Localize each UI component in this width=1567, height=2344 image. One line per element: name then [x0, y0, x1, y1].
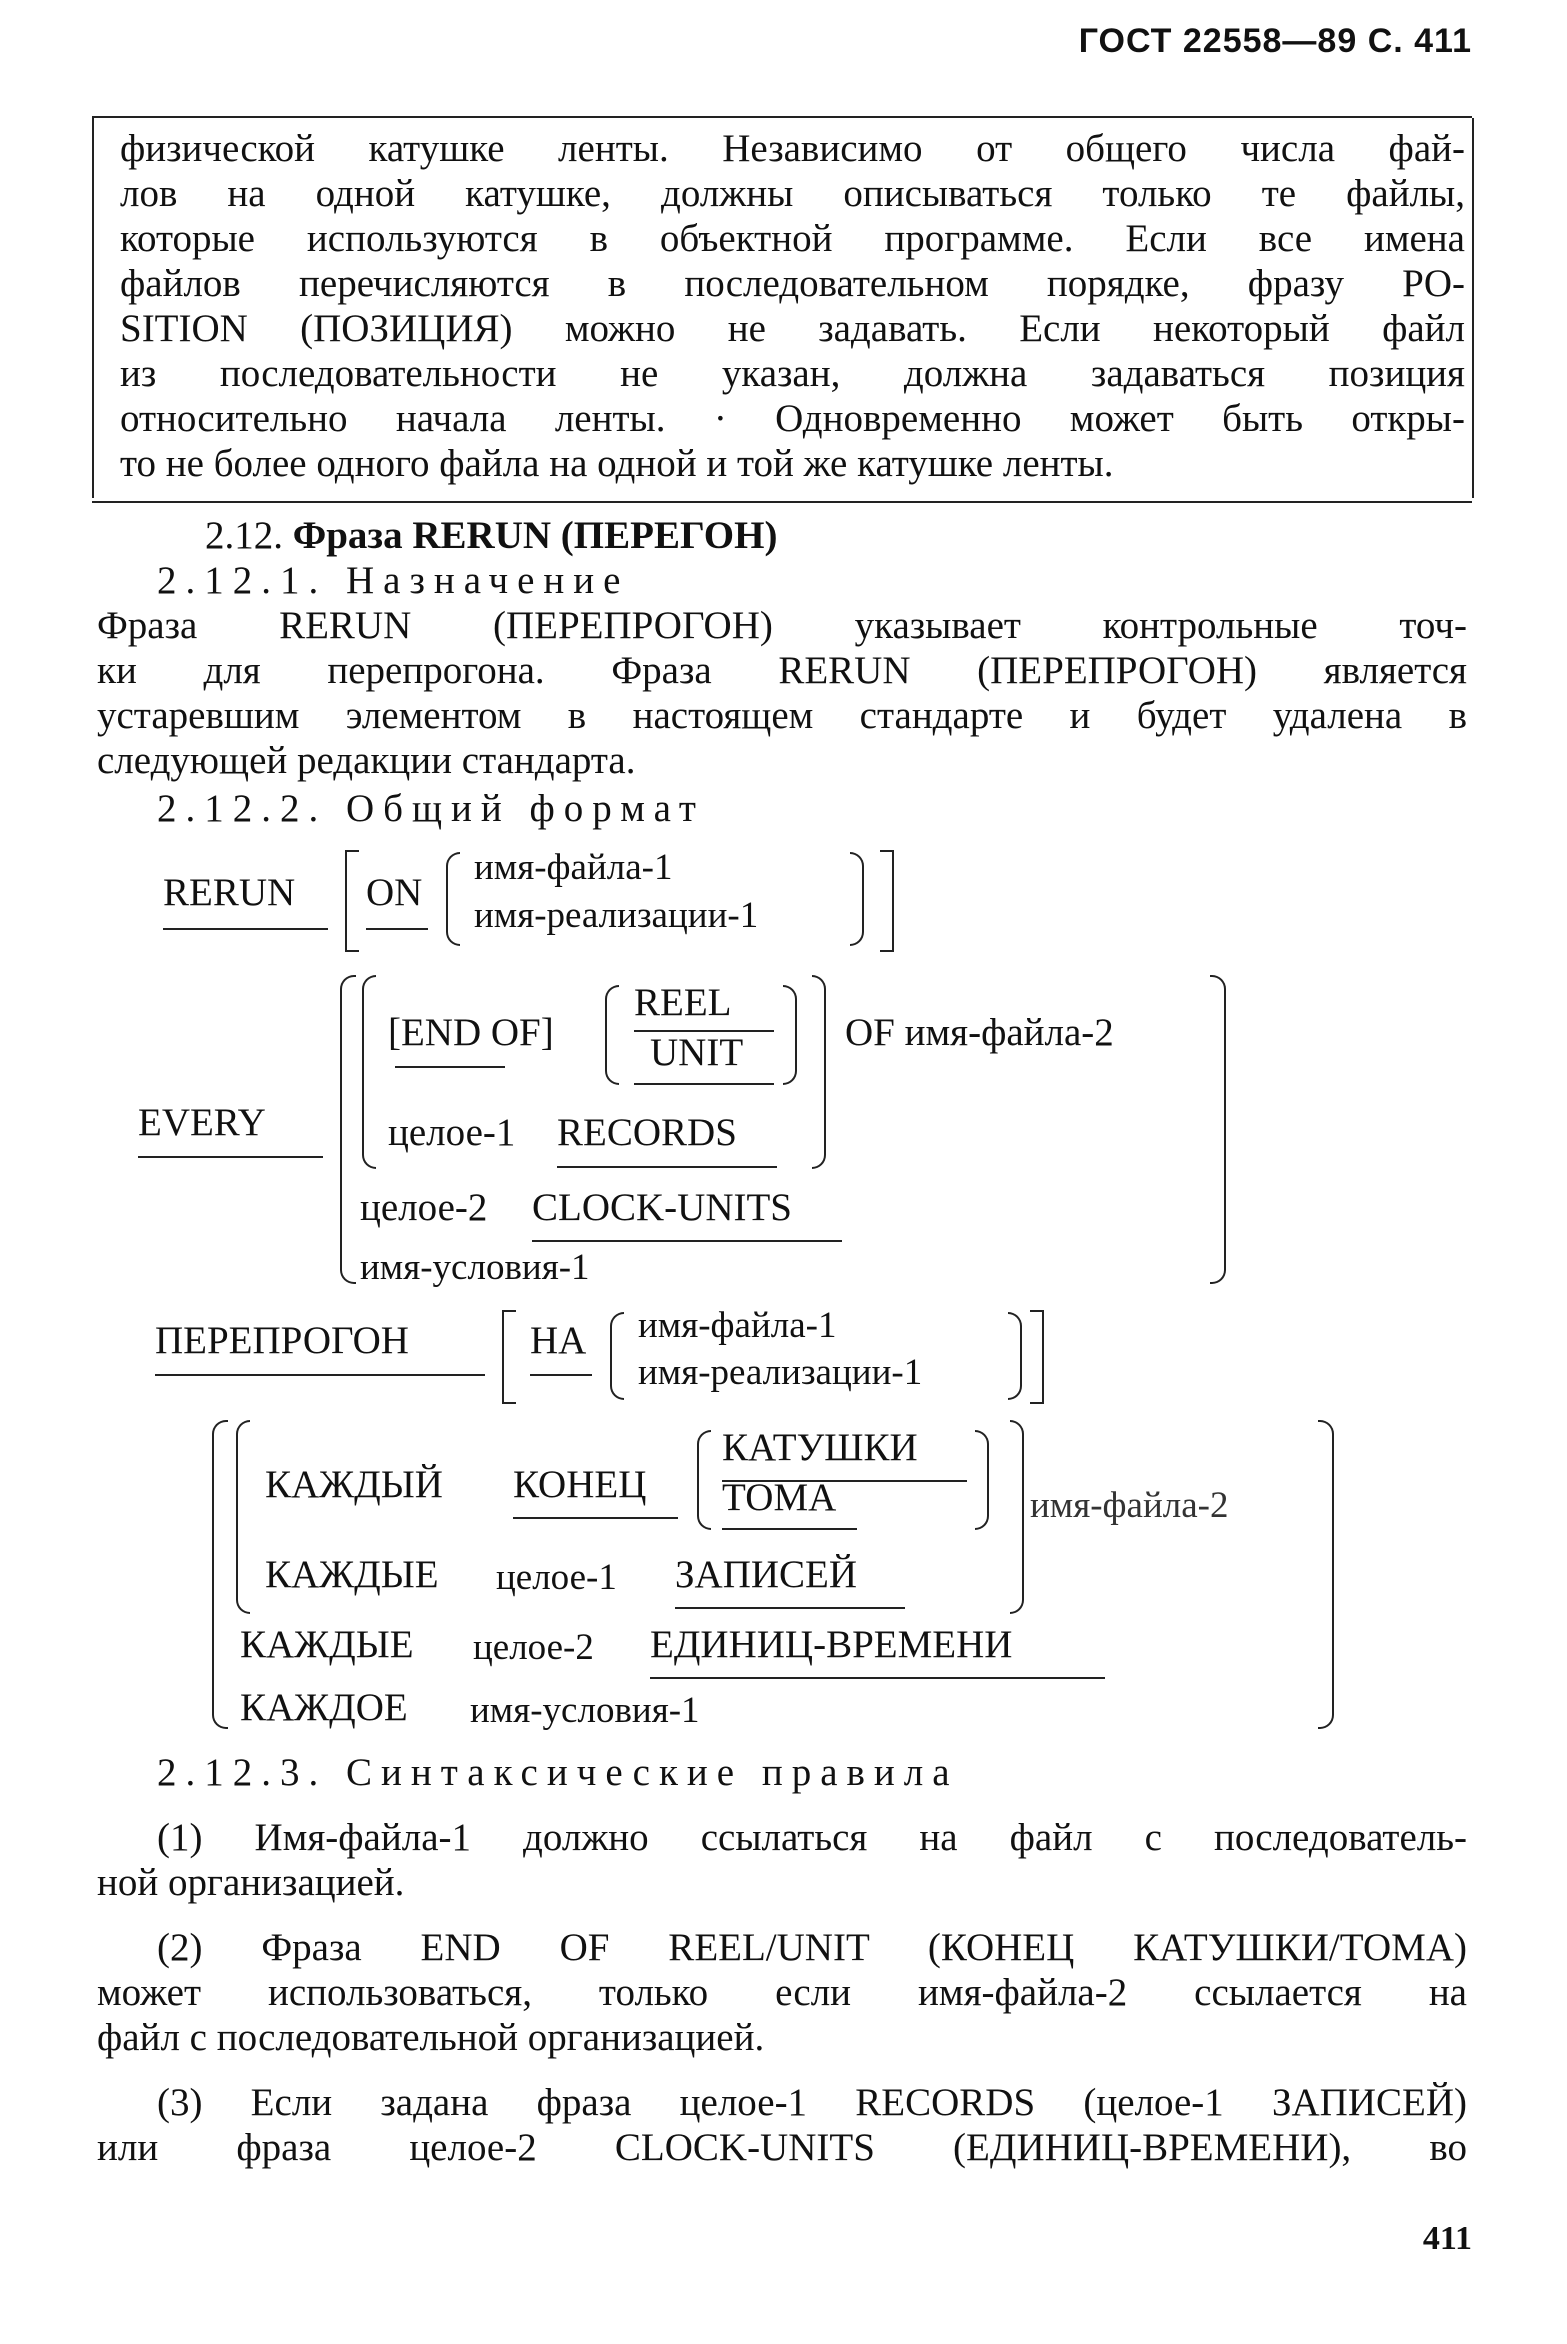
- rule-line: (2) Фраза END OF REEL/UNIT (КОНЕЦ КАТУШКИ/ТОМА): [157, 1926, 1467, 1969]
- each-end-b: КОНЕЦ: [513, 1463, 647, 1506]
- underline: [366, 928, 428, 930]
- format-heading: 2.12.2. Общий формат: [157, 787, 705, 830]
- purpose-line: устаревшим элементом в настоящем стандарте и будет удалена в: [97, 694, 1467, 737]
- kw-unit-ru: ТОМА: [722, 1476, 837, 1519]
- kw-reel: REEL: [634, 981, 732, 1024]
- kw-on-ru: НА: [530, 1319, 587, 1362]
- underline: [675, 1607, 905, 1609]
- bracket-close: [1030, 1310, 1044, 1404]
- kw-clock-units-ru: ЕДИНИЦ-ВРЕМЕНИ: [650, 1623, 1013, 1666]
- purpose-line: ки для перепрогона. Фраза RERUN (ПЕРЕПРОГОН) является: [97, 649, 1467, 692]
- kw-records-ru: ЗАПИСЕЙ: [675, 1553, 858, 1596]
- kw-reel-ru: КАТУШКИ: [722, 1426, 918, 1469]
- page-header: ГОСТ 22558—89 С. 411: [1078, 22, 1472, 60]
- purpose-line: Фраза RERUN (ПЕРЕПРОГОН) указывает контрольные точ-: [97, 604, 1467, 647]
- rule-line: может использоваться, только если имя-файла-2 ссылается на: [97, 1971, 1467, 2014]
- boxed-line: лов на одной катушке, должны описываться только те файлы,: [120, 172, 1465, 215]
- file1-ru: имя-файла-1: [638, 1305, 837, 1346]
- int2: целое-2: [360, 1186, 488, 1229]
- rule-line: (3) Если задана фраза целое-1 RECORDS (целое-1 ЗАПИСЕЙ): [157, 2081, 1467, 2124]
- brace-open: [605, 985, 619, 1085]
- rule-line: (1) Имя-файла-1 должно ссылаться на файл с последователь-: [157, 1816, 1467, 1859]
- brace-close: [975, 1430, 989, 1530]
- underline: [395, 1066, 505, 1068]
- rule-line: или фраза целое-2 CLOCK-UNITS (ЕДИНИЦ-ВРЕМЕНИ), во: [97, 2126, 1467, 2169]
- int1-ru: целое-1: [496, 1557, 617, 1598]
- kw-unit: UNIT: [650, 1031, 744, 1074]
- brace-outer-close: [1210, 975, 1226, 1284]
- brace-open: [446, 852, 460, 946]
- underline: [163, 928, 328, 930]
- brace-inner-close: [1010, 1420, 1024, 1614]
- brace-inner-close: [812, 975, 826, 1169]
- section-heading: [205, 513, 777, 558]
- int2-ru: целое-2: [473, 1627, 594, 1668]
- kw-rerun-ru: ПЕРЕПРОГОН: [155, 1319, 409, 1362]
- brace-open: [697, 1430, 711, 1530]
- bracket-close: [880, 850, 894, 952]
- file2-ru: имя-файла-2: [1030, 1485, 1229, 1526]
- brace-inner-open: [236, 1420, 250, 1614]
- page-number: 411: [1422, 2220, 1472, 2257]
- underline: [532, 1240, 842, 1242]
- each-n: КАЖДОЕ: [240, 1686, 408, 1729]
- file1: имя-файла-1: [474, 847, 673, 888]
- box-bottom-rule: [92, 501, 1472, 503]
- each-end-a: КАЖДЫЙ: [265, 1463, 443, 1506]
- boxed-line: то не более одного файла на одной и той же катушке ленты.: [120, 442, 1114, 485]
- kw-rerun: RERUN: [163, 871, 296, 914]
- brace-outer-open: [212, 1420, 228, 1729]
- underline: [530, 1374, 592, 1376]
- section-title: Фраза RERUN (ПЕРЕГОН): [292, 514, 778, 557]
- int1: целое-1: [388, 1111, 516, 1154]
- cond1-ru: имя-условия-1: [470, 1690, 700, 1731]
- boxed-line: SITION (ПОЗИЦИЯ) можно не задавать. Если некоторый файл: [120, 307, 1465, 350]
- brace-outer-open: [340, 975, 356, 1284]
- bracket-open: [502, 1310, 516, 1404]
- brace-outer-close: [1318, 1420, 1334, 1729]
- cond1: имя-условия-1: [360, 1247, 590, 1288]
- boxed-line: файлов перечисляются в последовательном порядке, фразу PO-: [120, 262, 1465, 305]
- end-of: [END OF]: [388, 1011, 554, 1054]
- kw-clock-units: CLOCK-UNITS: [532, 1186, 792, 1229]
- brace-open: [610, 1312, 624, 1400]
- kw-on: ON: [366, 871, 423, 914]
- underline: [722, 1528, 857, 1530]
- impl1: имя-реализации-1: [474, 895, 759, 936]
- underline: [634, 1083, 774, 1085]
- underline: [513, 1517, 678, 1519]
- underline: [557, 1166, 777, 1168]
- rule-line: ной организацией.: [97, 1861, 405, 1904]
- bracket-open: [345, 850, 359, 952]
- purpose-line: следующей редакции стандарта.: [97, 739, 636, 782]
- underline: [138, 1156, 323, 1158]
- of-file2: OF имя-файла-2: [845, 1011, 1114, 1054]
- each-pl: КАЖДЫЕ: [265, 1553, 439, 1596]
- underline: [155, 1374, 485, 1376]
- boxed-line: относительно начала ленты. · Одновременно может быть откры-: [120, 397, 1465, 440]
- kw-every: EVERY: [138, 1101, 266, 1144]
- purpose-heading: 2.12.1. Назначение: [157, 559, 630, 602]
- boxed-line: физической катушке ленты. Независимо от общего числа фай-: [120, 127, 1465, 170]
- brace-close: [850, 852, 864, 946]
- each-pl-2: КАЖДЫЕ: [240, 1623, 414, 1666]
- rule-line: файл с последовательной организацией.: [97, 2016, 765, 2059]
- underline: [650, 1677, 1105, 1679]
- section-number: 2.12.: [205, 514, 283, 557]
- kw-records: RECORDS: [557, 1111, 737, 1154]
- brace-close: [783, 985, 797, 1085]
- boxed-line: которые используются в объектной программе. Если все имена: [120, 217, 1465, 260]
- impl1-ru: имя-реализации-1: [638, 1352, 923, 1393]
- brace-inner-open: [362, 975, 376, 1169]
- brace-close: [1008, 1312, 1022, 1400]
- syntax-heading: 2.12.3. Синтаксические правила: [157, 1751, 959, 1794]
- boxed-line: из последовательности не указан, должна задаваться позиция: [120, 352, 1465, 395]
